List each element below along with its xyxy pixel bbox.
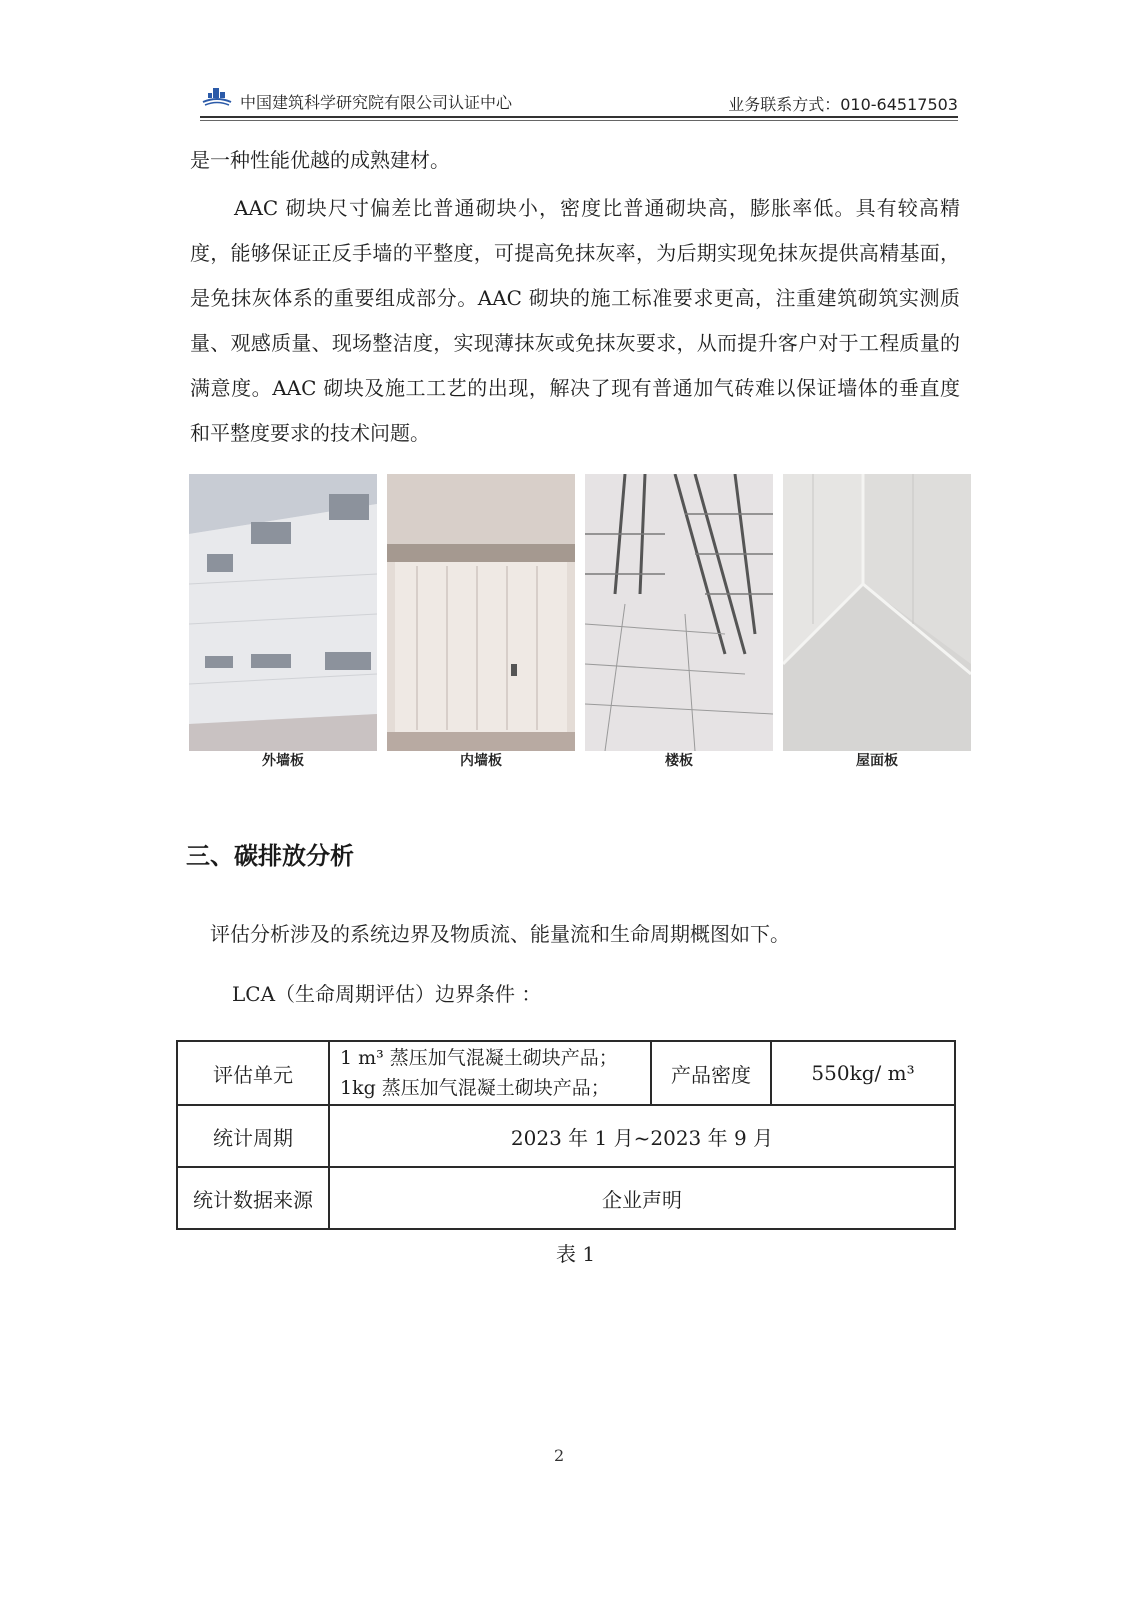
paragraph-1: 是一种性能优越的成熟建材。 bbox=[190, 148, 450, 172]
table-row bbox=[177, 1167, 955, 1229]
figure-caption-interior-wall: 内墙板 bbox=[460, 753, 502, 769]
section-heading: 三、碳排放分析 bbox=[186, 842, 354, 870]
table-cell-value: 2023 年 1 月~2023 年 9 月 bbox=[329, 1105, 955, 1167]
page-number: 2 bbox=[554, 1446, 565, 1465]
figure-caption-roof-slab: 屋面板 bbox=[856, 753, 898, 769]
table-cell-value: 企业声明 bbox=[329, 1167, 955, 1229]
table-row bbox=[177, 1105, 955, 1167]
header-contact: 业务联系方式：010-64517503 bbox=[728, 95, 958, 114]
figure-caption-exterior-wall: 外墙板 bbox=[262, 753, 304, 769]
header-rule-thin bbox=[200, 120, 958, 121]
figure-roof-slab bbox=[783, 474, 971, 751]
table-cell-label: 统计数据来源 bbox=[177, 1167, 329, 1229]
header-org-name: 中国建筑科学研究院有限公司认证中心 bbox=[240, 93, 513, 112]
building-logo-icon bbox=[202, 86, 232, 108]
lca-boundary-table bbox=[176, 1040, 956, 1230]
table-cell-density-value: 550kg/ m³ bbox=[771, 1041, 955, 1105]
paragraph-2: AAC 砌块尺寸偏差比普通砌块小，密度比普通砌块高，膨胀率低。具有较高精度，能够保证正反手墙的平整度，可提高免抹灰率，为后期实现免抹灰提供高精基面，是免抹灰体系的重要组成部分。AAC 砌块的施工标准要求更高，注重建筑砌筑实测质量、观感质量、现场整洁度，实现薄抹灰或免抹灰要求，从而提升客户对于工程质量的满意度。AAC 砌块及施工工艺的出现，解决了现有普通加气砖难以保证墙体的垂直度和平整度要求的技术问题。 bbox=[190, 196, 960, 445]
section-intro: 评估分析涉及的系统边界及物质流、能量流和生命周期概图如下。 bbox=[210, 922, 790, 946]
figure-exterior-wall bbox=[189, 474, 377, 751]
lca-label: LCA（生命周期评估）边界条件 ： bbox=[232, 982, 542, 1006]
table-caption: 表 1 bbox=[556, 1242, 596, 1266]
table-row bbox=[177, 1041, 955, 1105]
header-rule bbox=[200, 116, 958, 118]
figure-caption-floor-slab: 楼板 bbox=[665, 753, 693, 769]
table-cell-label: 评估单元 bbox=[177, 1041, 329, 1105]
table-cell-unit bbox=[329, 1041, 651, 1105]
table-cell-label: 统计周期 bbox=[177, 1105, 329, 1167]
figure-interior-wall bbox=[387, 474, 575, 751]
figure-floor-slab bbox=[585, 474, 773, 751]
unit-line-1: 1 m³ 蒸压加气混凝土砌块产品； bbox=[340, 1047, 618, 1069]
table-cell-density-label: 产品密度 bbox=[651, 1041, 771, 1105]
unit-line-2: 1kg 蒸压加气混凝土砌块产品； bbox=[340, 1077, 610, 1099]
